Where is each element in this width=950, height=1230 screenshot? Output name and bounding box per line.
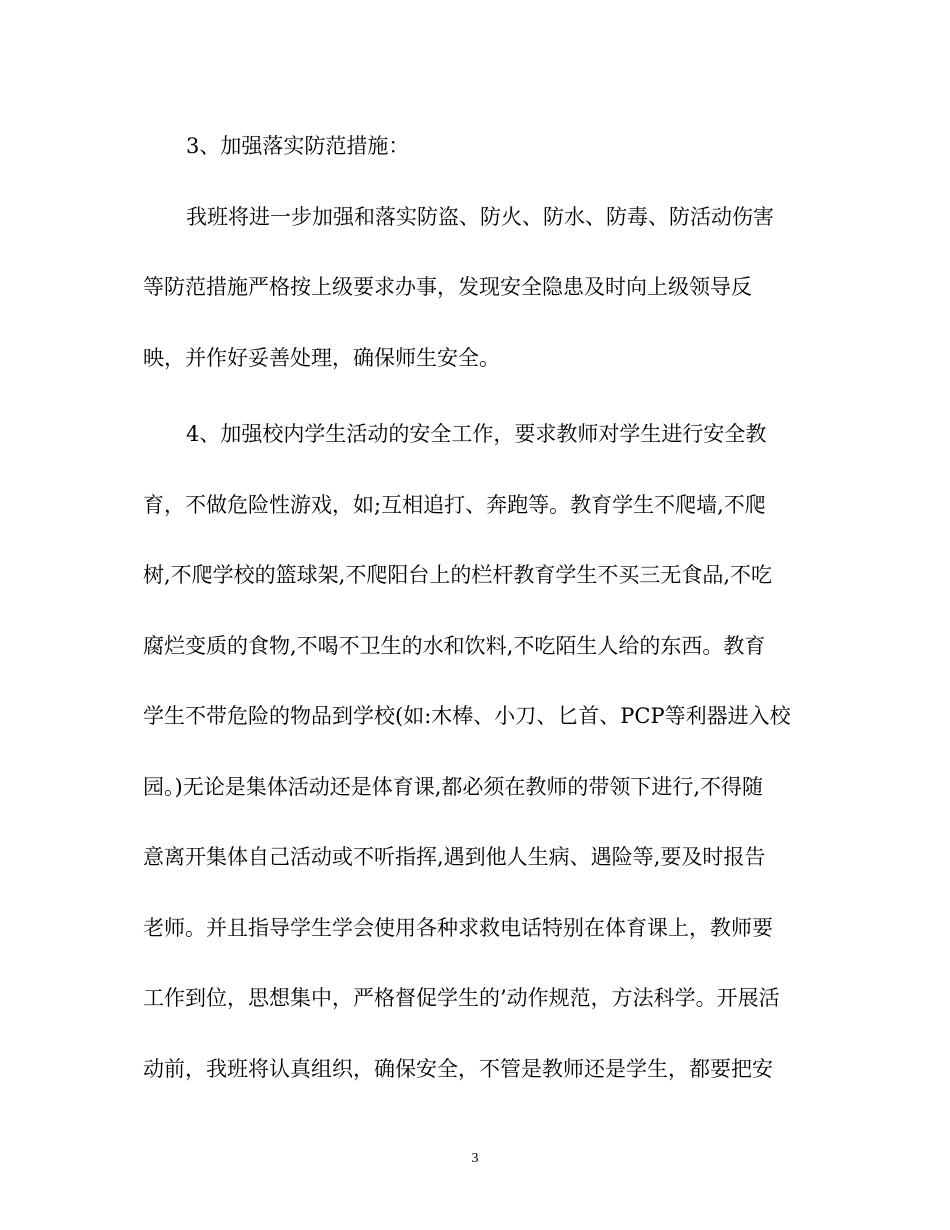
paragraph-line: 树,不爬学校的篮球架,不爬阳台上的栏杆教育学生不买三无食品,不吃 <box>143 563 773 587</box>
paragraph-line: 腐烂变质的食物,不喝不卫生的水和饮料,不吃陌生人给的东西。教育 <box>143 634 766 658</box>
paragraph-line: 我班将进一步加强和落实防盗、防火、防水、防毒、防活动伤害 <box>186 205 774 229</box>
paragraph-line: 工作到位，思想集中，严格督促学生的’动作规范，方法科学。开展活 <box>143 986 780 1010</box>
paragraph-line: 映，并作好妥善处理，确保师生安全。 <box>143 346 500 370</box>
page-number: 3 <box>471 1151 479 1166</box>
paragraph-line: 等防范措施严格按上级要求办事，发现安全隐患及时向上级领导反 <box>143 275 752 299</box>
paragraph-line: 意离开集体自己活动或不听指挥,遇到他人生病、遇险等,要及时报告 <box>143 845 766 869</box>
section-heading-4: 4、加强校内学生活动的安全工作，要求教师对学生进行安全教 <box>186 422 767 446</box>
paragraph-line: 园。)无论是集体活动还是体育课,都必须在教师的带领下进行,不得随 <box>143 775 764 799</box>
section-heading-3: 3、加强落实防范措施： <box>186 134 410 158</box>
paragraph-line: 老师。并且指导学生学会使用各种求救电话特别在体育课上，教师要 <box>143 916 773 940</box>
paragraph-line: 育，不做危险性游戏，如;互相追打、奔跑等。教育学生不爬墙,不爬 <box>143 493 766 517</box>
paragraph-line: 动前，我班将认真组织，确保安全，不管是教师还是学生，都要把安 <box>143 1057 773 1081</box>
paragraph-line: 学生不带危险的物品到学校(如:木棒、小刀、匕首、PCP等利器进入校 <box>143 704 791 728</box>
